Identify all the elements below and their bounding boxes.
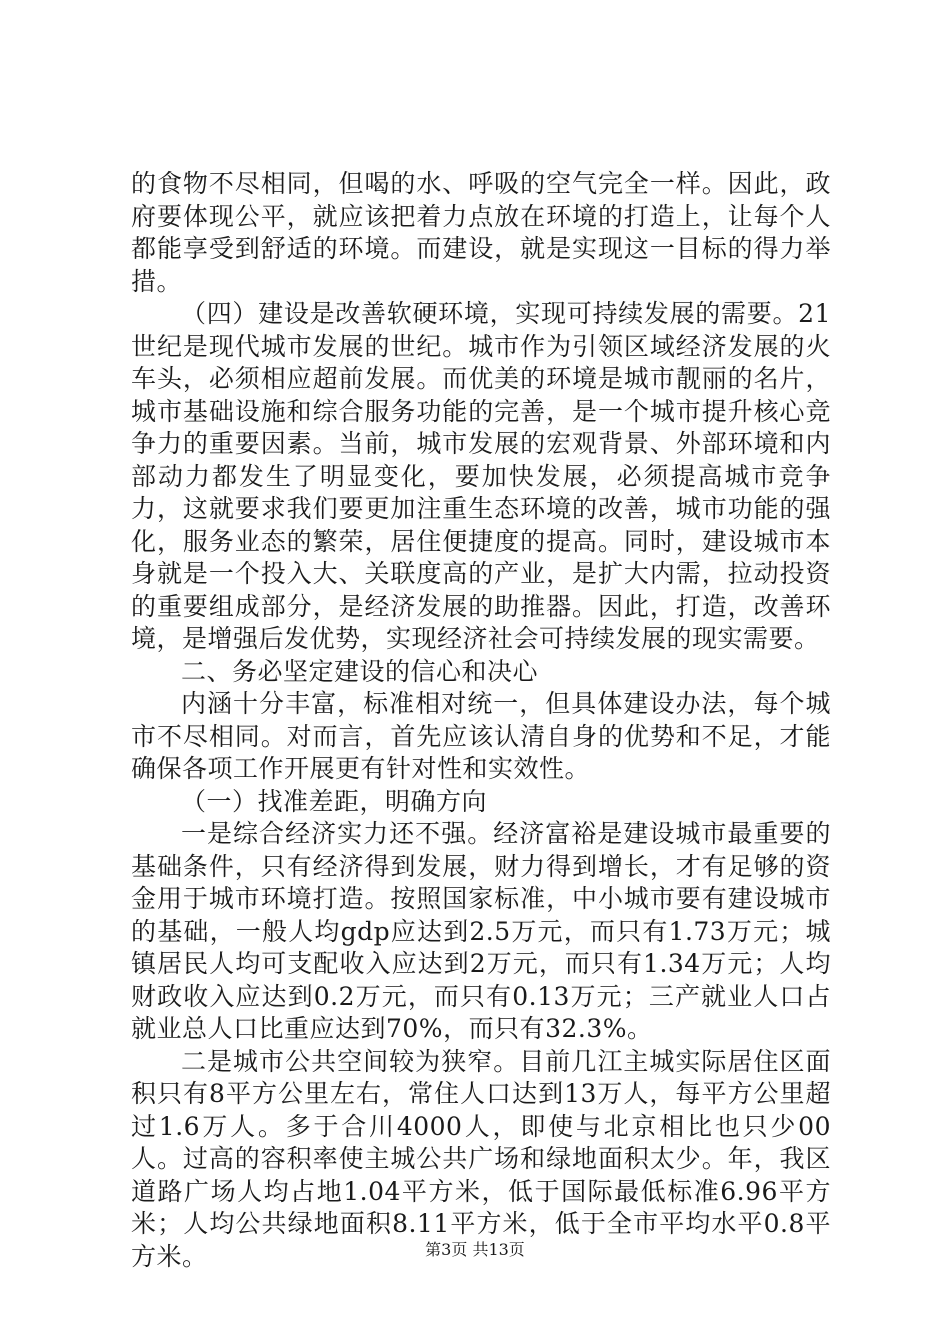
page-footer <box>0 1240 950 1260</box>
paragraph-economic-strength: 一是综合经济实力还不强。经济富裕是建设城市最重要的基础条件，只有经济得到发展，财力得到增长，才有足够的资金用于城市环境打造。按照国家标准，中小城市要有建设城市的基础，一般人均gdp应达到2.5万元，而只有1.73万元；城镇居民人均可支配收入应达到2万元，而只有1.34万元；人均财政收入应达到0.2万元，而只有0.13万元；三产就业人口占就业总人口比重应达到70%，而只有32.3%。 <box>131 819 831 1043</box>
paragraph-section-four: （四）建设是改善软硬环境，实现可持续发展的需要。21世纪是现代城市发展的世纪。城市作为引领区域经济发展的火车头，必须相应超前发展。而优美的环境是城市靓丽的名片，城市基础设施和综合服务功能的完善，是一个城市提升核心竞争力的重要因素。当前，城市发展的宏观背景、外部环境和内部动力都发生了明显变化，要加快发展，必须提高城市竞争力，这就要求我们要更加注重生态环境的改善，城市功能的强化，服务业态的繁荣，居住便捷度的提高。同时，建设城市本身就是一个投入大、关联度高的产业，是扩大内需，拉动投资的重要组成部分，是经济发展的助推器。因此，打造，改善环境，是增强后发优势，实现经济社会可持续发展的现实需要。 <box>131 299 831 653</box>
body-text <box>131 168 831 1273</box>
paragraph-intro: 内涵十分丰富，标准相对统一，但具体建设办法，每个城市不尽相同。对而言，首先应该认清自身的优势和不足，才能确保各项工作开展更有针对性和实效性。 <box>131 689 831 783</box>
subsection-heading-one: （一）找准差距，明确方向 <box>181 786 488 816</box>
paragraph-continuation: 的食物不尽相同，但喝的水、呼吸的空气完全一样。因此，政府要体现公平，就应该把着力点放在环境的打造上，让每个人都能享受到舒适的环境。而建设，就是实现这一目标的得力举措。 <box>131 169 831 296</box>
section-heading-two: 二、务必坚定建设的信心和决心 <box>181 656 539 686</box>
paragraph-public-space: 二是城市公共空间较为狭窄。目前几江主城实际居住区面积只有8平方公里左右，常住人口达到13万人，每平方公里超过1.6万人。多于合川4000人，即使与北京相比也只少00人。过高的容积率使主城公共广场和绿地面积太少。年，我区道路广场人均占地1.04平方米，低于国际最低标准6.96平方米；人均公共绿地面积8.11平方米，低于全市平均水平0.8平方米。 <box>131 1046 831 1271</box>
page-number: 第3页 共13页 <box>425 1240 525 1259</box>
